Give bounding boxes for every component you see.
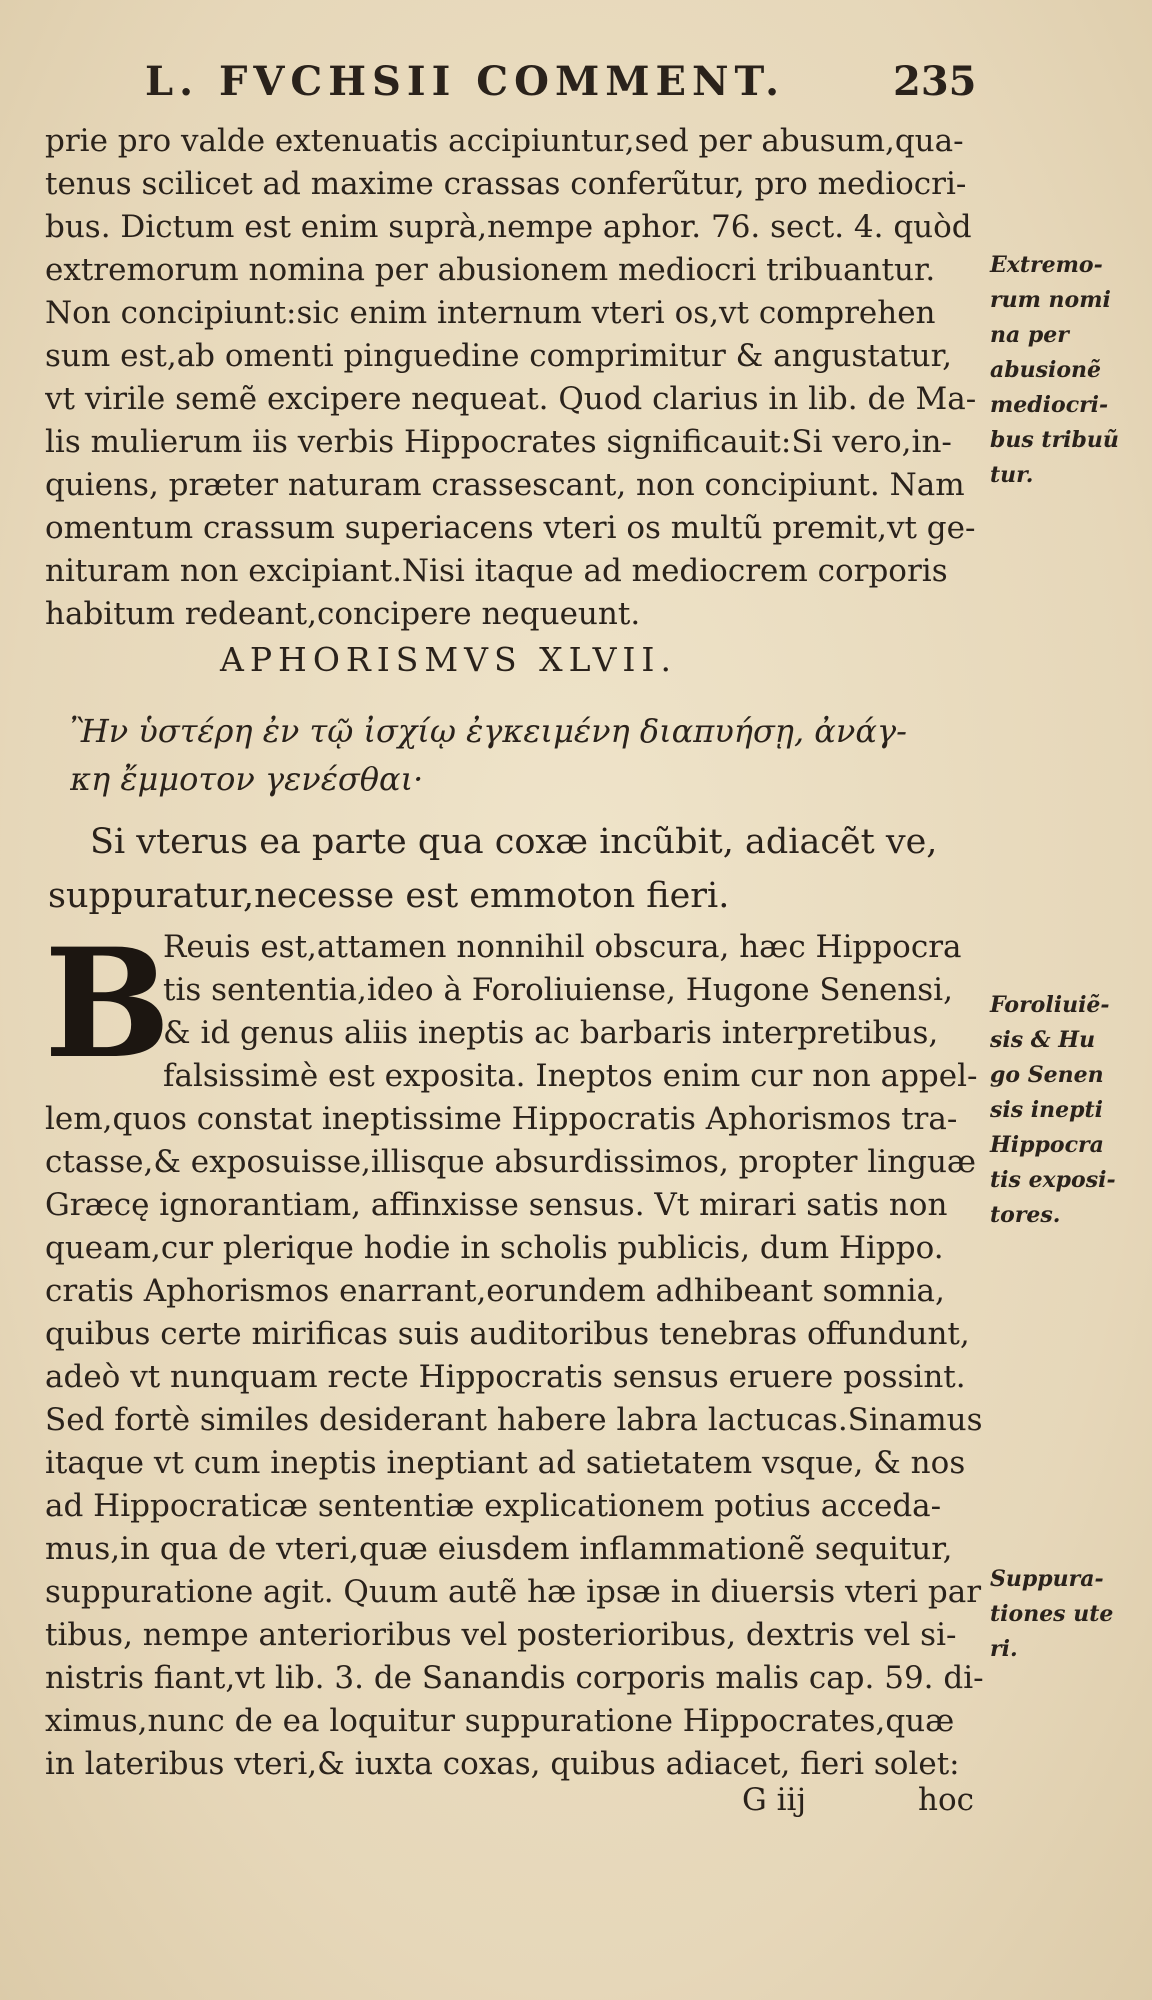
text-line: habitum redeant,concipere nequeunt. [45,596,641,632]
text-line: ximus,nunc de ea loquitur suppuratione Hippocrates,quæ [45,1703,955,1739]
text-line: Sed fortè similes desiderant habere labra lactucas.Sinamus [45,1402,983,1438]
margin-note-line: Extremo- [990,252,1103,278]
text-line: extremorum nomina per abusionem mediocri tribuantur. [45,252,936,288]
margin-note-line: tis exposi- [990,1167,1116,1193]
text-line: sum est,ab omenti pinguedine comprimitur & angustatur, [45,338,952,374]
margin-note-line: abusionẽ [990,357,1102,383]
text-line: nituram non excipiant.Nisi itaque ad mediocrem corporis [45,553,948,589]
margin-note-extremorum [990,248,1140,493]
aphorism-latin-line: suppuratur,necesse est emmoton fieri. [48,876,730,916]
margin-note-line: Hippocra [990,1132,1104,1158]
text-line: tenus scilicet ad maxime crassas conferũtur, pro mediocri- [45,166,967,202]
margin-note-line: Foroliuiẽ- [990,992,1110,1018]
margin-note-line: sis inepti [990,1097,1104,1123]
margin-note-line: rum nomi [990,287,1111,313]
text-line: omentum crassum superiacens vteri os multũ premit,vt ge- [45,510,976,546]
text-line: tis sententia,ideo à Foroliuiense, Hugone Senensi, [163,972,953,1008]
text-line: bus. Dictum est enim suprà,nempe aphor. 76. sect. 4. quòd [45,209,972,245]
text-line: queam,cur plerique hodie in scholis publicis, dum Hippo. [45,1230,944,1266]
text-line: ctasse,& exposuisse,illisque absurdissimos, propter linguæ [45,1144,977,1180]
margin-note-line: go Senen [990,1062,1104,1088]
commentary-block [44,916,985,1786]
text-line: itaque vt cum ineptis ineptiant ad satietatem vsque, & nos [45,1445,966,1481]
text-line: quiens, præter naturam crassescant, non concipiunt. Nam [45,467,965,503]
text-line: ad Hippocraticæ sententiæ explicationem potius acceda- [45,1488,942,1524]
text-line: tibus, nempe anterioribus vel posterioribus, dextris vel si- [45,1617,957,1653]
text-line: suppuratione agit. Quum autẽ hæ ipsæ in diuersis vteri par [45,1574,982,1610]
margin-note-suppurationes [990,1562,1140,1667]
text-line: prie pro valde extenuatis accipiuntur,sed per abusum,qua- [45,123,964,159]
running-title: L. FVCHSII COMMENT. [145,58,786,105]
margin-note-line: Suppura- [990,1566,1104,1592]
text-block-top [45,120,985,636]
margin-note-line: sis & Hu [990,1027,1096,1053]
text-line: lis mulierum iis verbis Hippocrates significauit:Si vero,in- [45,424,952,460]
text-line: Græcę ignorantiam, affinxisse sensus. Vt mirari satis non [45,1187,948,1223]
page-number: 235 [893,58,977,105]
margin-note-line: ri. [990,1636,1018,1662]
margin-note-line: bus tribuũ [990,427,1119,453]
greek-text-line: κη ἔμμοτον γενέσθαι· [70,760,424,798]
aphorism-latin-line: Si vterus ea parte qua coxæ incũbit, adiacẽt ve, [90,822,938,862]
margin-note-foroliuiensis [990,988,1140,1233]
text-line: vt virile semẽ excipere nequeat. Quod clarius in lib. de Ma- [45,381,977,417]
aphorism-heading: APHORISMVS XLVII. [220,640,677,679]
drop-cap: B [44,916,171,1092]
text-line: in lateribus vteri,& iuxta coxas, quibus adiacet, fieri solet: [45,1746,960,1782]
running-header [145,58,1005,108]
margin-note-line: tores. [990,1202,1061,1228]
margin-note-line: tiones ute [990,1601,1114,1627]
text-line: adeò vt nunquam recte Hippocratis sensus eruere possint. [45,1359,966,1395]
signature-mark: G iij [742,1782,807,1818]
text-line: quibus certe mirificas suis auditoribus tenebras offundunt, [45,1316,970,1352]
text-line: lem,quos constat ineptissime Hippocratis Aphorismos tra- [45,1101,958,1137]
text-line: mus,in qua de vteri,quæ eiusdem inflammationẽ sequitur, [45,1531,953,1567]
margin-note-line: mediocri- [990,392,1109,418]
catchword: hoc [918,1782,974,1818]
text-line: cratis Aphorismos enarrant,eorundem adhibeant somnia, [45,1273,945,1309]
greek-text-line: Ἢν ὑστέρη ἐν τῷ ἰσχίῳ ἐγκειμένη διαπυήσῃ, ἀνάγ- [70,712,907,750]
text-line: falsissimè est exposita. Ineptos enim cur non appel- [163,1058,978,1094]
text-line: Reuis est,attamen nonnihil obscura, hæc Hippocra [163,929,962,965]
margin-note-line: na per [990,322,1069,348]
text-line: & id genus aliis ineptis ac barbaris interpretibus, [163,1015,939,1051]
text-line: nistris fiant,vt lib. 3. de Sanandis corporis malis cap. 59. di- [45,1660,984,1696]
margin-note-line: tur. [990,462,1034,488]
text-line: Non concipiunt:sic enim internum vteri os,vt comprehen [45,295,936,331]
